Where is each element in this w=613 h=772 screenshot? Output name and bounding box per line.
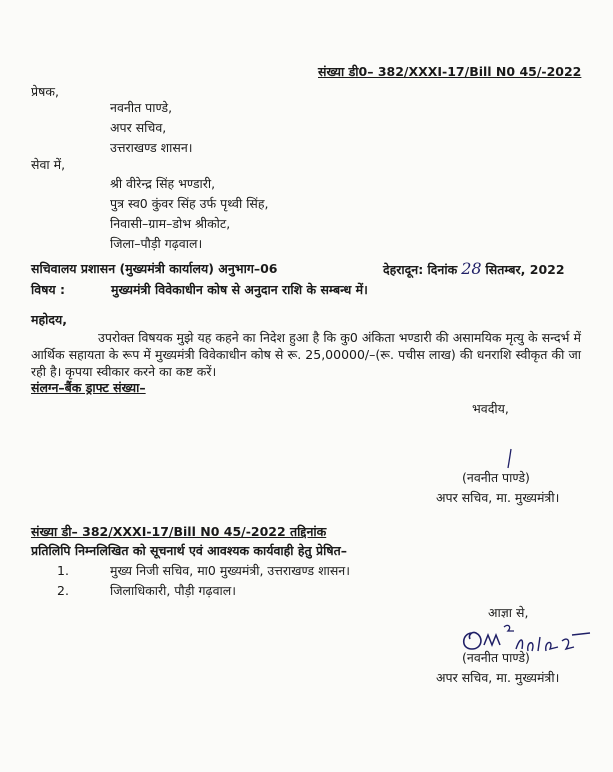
copy-intro: प्रतिलिपि निम्नलिखित को सूचनार्थ एवं आवश्यक कार्यवाही हेतु प्रेषित–	[31, 543, 347, 558]
letter-page: संख्या डी0– 382/XXXI-17/Bill N0 45/-2022 प्रेषक, नवनीत पाण्डे, अपर सचिव, उत्तराखण्ड शासन। सेवा में, श्री वीरेन्द्र सिंह भण्डारी, पुत्र स्व0 कुंवर सिंह उर्फ पृथ्वी सिंह, निवासी–ग्राम–डोभ श्रीकोट, जिला–पौड़ी गढ़वाल। सचिवालय प्रशासन (मुख्यमंत्री कार्यालय) अनुभाग–06 देहरादून: दिनांक 28 सितम्बर, 2022 विषय : मुख्यमंत्री विवेकाधीन कोष से अनुदान राशि के सम्बन्ध में। महोदय, उपरोक्त विषयक मुझे यह कहने का निदेश हुआ है कि कु0 अंकिता भण्डारी की असामयिक मृत्यु के सन्दर्भ में आर्थिक सहायता के रूप में मुख्यमंत्री विवेकाधीन कोष से रू. 25,00000/–(रू. पचीस लाख) की धनराशि स्वीकृत की जा रही है। कृपया स्वीकार करने का कष्ट करें। संलग्न–बैंक ड्राफ्ट संख्या– भवदीय, (नवनीत पाण्डे) अपर सचिव, मा. मुख्यमंत्री। संख्या डी– 382/XXXI-17/Bill N0 45/-2022 तद्दिनांक प्रतिलिपि निम्नलिखित को सूचनार्थ एवं आवश्यक कार्यवाही हेतु प्रेषित– 1. मुख्य निजी सचिव, मा0 मुख्यमंत्री, उत्तराखण्ड शासन। 2. जिलाधिकारी, पौड़ी गढ़वाल। आज्ञा से, (नवनीत पाण्डे) अपर सचिव, मा. मुख्यमंत्री।	[0, 0, 613, 772]
recipient-line-4: जिला–पौड़ी गढ़वाल।	[110, 236, 203, 251]
recipient-label: सेवा में,	[31, 157, 66, 172]
recipient-line-2: पुत्र स्व0 कुंवर सिंह उर्फ पृथ्वी सिंह,	[110, 196, 269, 211]
enclosure-line: संलग्न–बैंक ड्राफ्ट संख्या–	[31, 380, 146, 395]
signature-stroke	[505, 448, 515, 470]
order-label: आज्ञा से,	[488, 605, 529, 620]
date-prefix: देहरादून: दिनांक	[383, 262, 458, 277]
reference-number: संख्या डी0– 382/XXXI-17/Bill N0 45/-2022	[318, 64, 582, 79]
subject-text: मुख्यमंत्री विवेकाधीन कोष से अनुदान राशि के सम्बन्ध में।	[111, 282, 368, 297]
salutation: महोदय,	[31, 312, 67, 327]
sender-designation: अपर सचिव,	[110, 120, 167, 135]
date-day: 28	[461, 259, 482, 278]
body-text: उपरोक्त विषयक मुझे यह कहने का निदेश हुआ है कि कु0 अंकिता भण्डारी की असामयिक मृत्यु के सन्दर्भ में आर्थिक सहायता के रूप में मुख्यमंत्री विवेकाधीन कोष से रू. 25,00000/–(रू. पचीस लाख) की धनराशि स्वीकृत की जा रही है। कृपया स्वीकार करने का कष्ट करें।	[31, 330, 581, 379]
recipient-line-1: श्री वीरेन्द्र सिंह भण्डारी,	[110, 176, 216, 191]
closing-regards: भवदीय,	[472, 401, 509, 416]
order-designation: अपर सचिव, मा. मुख्यमंत्री।	[436, 670, 560, 685]
date-line	[383, 261, 565, 278]
closing-designation: अपर सचिव, मा. मुख्यमंत्री।	[436, 490, 560, 505]
closing-name: (नवनीत पाण्डे)	[462, 470, 530, 485]
sender-office: उत्तराखण्ड शासन।	[110, 140, 193, 155]
body-paragraph	[31, 329, 581, 380]
copy-reference: संख्या डी– 382/XXXI-17/Bill N0 45/-2022 तद्दिनांक	[31, 524, 327, 539]
order-name: (नवनीत पाण्डे)	[462, 650, 530, 665]
sender-name: नवनीत पाण्डे,	[110, 100, 173, 115]
subject-label: विषय :	[31, 282, 66, 297]
department-line: सचिवालय प्रशासन (मुख्यमंत्री कार्यालय) अनुभाग–06	[31, 261, 278, 276]
date-rest: सितम्बर, 2022	[485, 262, 565, 277]
recipient-line-3: निवासी–ग्राम–डोभ श्रीकोट,	[110, 216, 231, 231]
sender-label: प्रेषक,	[31, 84, 59, 99]
